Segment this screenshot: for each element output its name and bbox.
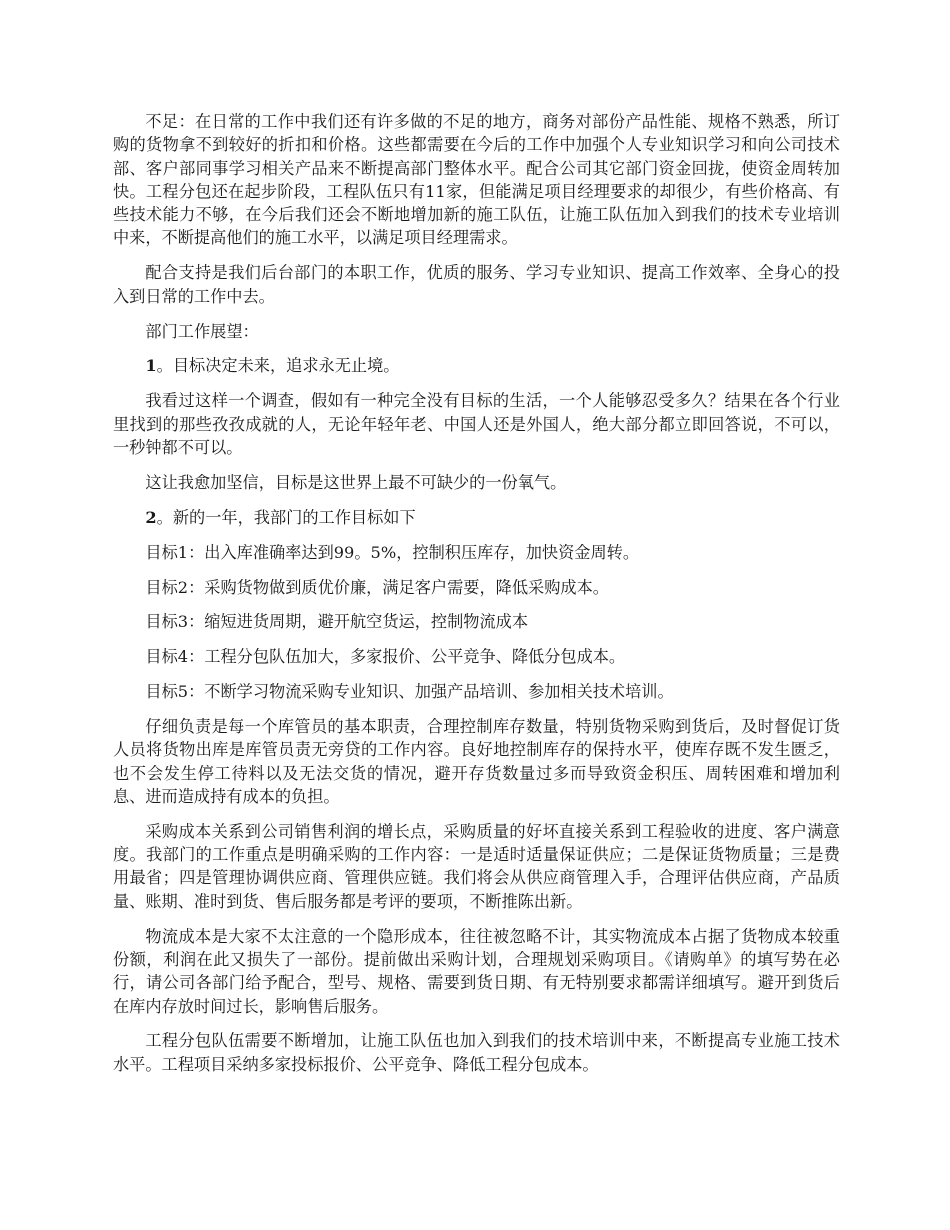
paragraph-goal-5: 目标5：不断学习物流采购专业知识、加强产品培训、参加相关技术培训。 <box>145 682 674 702</box>
point-1-text: 。目标决定未来，追求永无止境。 <box>156 356 400 376</box>
point-2-text: 。新的一年，我部门的工作目标如下 <box>156 507 416 527</box>
paragraph-survey: 我看过这样一个调查，假如有一种完全没有目标的生活，一个人能够忍受多久？结果在各个行业里找到的那些孜孜成就的人，无论年轻年老、中国人还是外国人，绝大部分都立即回答说，不可以，一秒钟都不可以。 <box>113 391 840 457</box>
paragraph-shortcomings: 不足：在日常的工作中我们还有许多做的不足的地方，商务对部份产品性能、规格不熟悉，所订购的货物拿不到较好的折扣和价格。这些都需要在今后的工作中加强个人专业知识学习和向公司技术部、客户部同事学习相关产品来不断提高部门整体水平。配合公司其它部门资金回拢，使资金周转加快。工程分包还在起步阶段，工程队伍只有11家，但能满足项目经理要求的却很少，有些价格高、有些技术能力不够，在今后我们还会不断地增加新的施工队伍，让施工队伍加入到我们的技术专业培训中来，不断提高他们的施工水平，以满足项目经理需求。 <box>113 112 840 248</box>
paragraph-goal-3: 目标3：缩短进货周期，避开航空货运，控制物流成本 <box>145 612 529 632</box>
paragraph-oxygen: 这让我愈加坚信，目标是这世界上最不可缺少的一份氧气。 <box>145 472 567 492</box>
paragraph-logistics-cost: 物流成本是大家不太注意的一个隐形成本，往往被忽略不计，其实物流成本占据了货物成本较重份额，利润在此又损失了一部份。提前做出采购计划，合理规划采购项目。《请购单》的填写势在必行，请公司各部门给予配合，型号、规格、需要到货日期、有无特别要求都需详细填写。避开到货后在库内存放时间过长，影响售后服务。 <box>113 926 840 1016</box>
paragraph-outlook-heading: 部门工作展望： <box>145 321 259 341</box>
document-body <box>113 110 840 1088</box>
paragraph-procurement-cost: 采购成本关系到公司销售利润的增长点，采购质量的好坏直接关系到工程验收的进度、客户满意度。我部门的工作重点是明确采购的工作内容：一是适时适量保证供应；二是保证货物质量；三是费用最省；四是管理协调供应商、管理供应链。我们将会从供应商管理入手，合理评估供应商，产品质量、账期、准时到货、售后服务都是考评的要项，不断推陈出新。 <box>113 821 840 911</box>
paragraph-inventory: 仔细负责是每一个库管员的基本职责，合理控制库存数量，特别货物采购到货后，及时督促订货人员将货物出库是库管员责无旁贷的工作内容。良好地控制库存的保持水平，使库存既不发生匮乏，也不会发生停工待料以及无法交货的情况，避开存货数量过多而导致资金积压、周转困难和增加利息、进而造成持有成本的负担。 <box>113 717 840 806</box>
paragraph-point-1 <box>113 354 840 377</box>
paragraph-subcontracting: 工程分包队伍需要不断增加，让施工队伍也加入到我们的技术培训中来，不断提高专业施工技术水平。工程项目采纳多家投标报价、公平竞争、降低工程分包成本。 <box>113 1031 840 1074</box>
paragraph-goal-2: 目标2：采购货物做到质优价廉，满足客户需要，降低采购成本。 <box>145 577 609 597</box>
point-2-number: 2 <box>145 507 157 527</box>
paragraph-goal-4: 目标4：工程分包队伍加大，多家报价、公平竞争、降低分包成本。 <box>145 647 626 667</box>
paragraph-support: 配合支持是我们后台部门的本职工作，优质的服务、学习专业知识、提高工作效率、全身心的投入到日常的工作中去。 <box>113 263 840 306</box>
paragraph-goal-1: 目标1：出入库准确率达到99。5%，控制积压库存，加快资金周转。 <box>145 542 640 562</box>
paragraph-point-2 <box>113 506 840 529</box>
point-1-number: 1 <box>145 356 157 376</box>
